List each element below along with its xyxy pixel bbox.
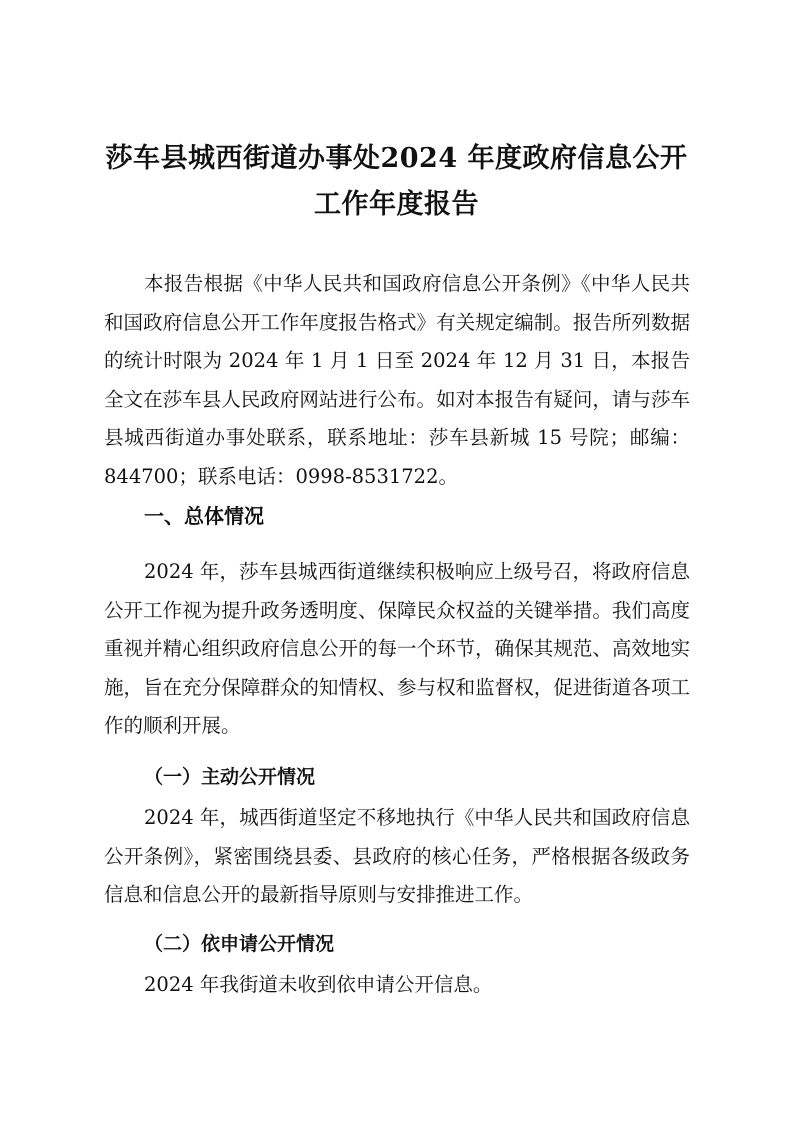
subsection1-heading: （一）主动公开情况 (144, 766, 316, 788)
intro-paragraph: 本报告根据《中华人民共和国政府信息公开条例》《中华人民共和国政府信息公开工作年度报告格式》有关规定编制。报告所列数据的统计时限为 2024 年 1 月 1 日至 2024 年 12 月 31 日，本报告全文在莎车县人民政府网站进行公布。如对本报告有疑问，请与莎车县城西街道办事处联系，联系地址：莎车县新城 15 号院；邮编：844700；联系电话：0998-8531722。 (104, 272, 690, 488)
subsection1-paragraph: 2024 年，城西街道坚定不移地执行《中华人民共和国政府信息公开条例》，紧密围绕县委、县政府的核心任务，严格根据各级政务信息和信息公开的最新指导原则与安排推进工作。 (104, 806, 690, 907)
section1-heading: 一、总体情况 (144, 504, 264, 528)
document-title-line2: 工作年度报告 (314, 189, 479, 220)
document-title-line1: 莎车县城西街道办事处2024 年度政府信息公开 (105, 143, 688, 174)
subsection2-paragraph: 2024 年我街道未收到依申请公开信息。 (144, 973, 493, 996)
section1-paragraph: 2024 年，莎车县城西街道继续积极响应上级号召，将政府信息公开工作视为提升政务透明度、保障民众权益的关键举措。我们高度重视并精心组织政府信息公开的每一个环节，确保其规范、高效地实施，旨在充分保障群众的知情权、参与权和监督权，促进街道各项工作的顺利开展。 (104, 560, 690, 738)
subsection2-heading: （二）依申请公开情况 (144, 933, 335, 955)
